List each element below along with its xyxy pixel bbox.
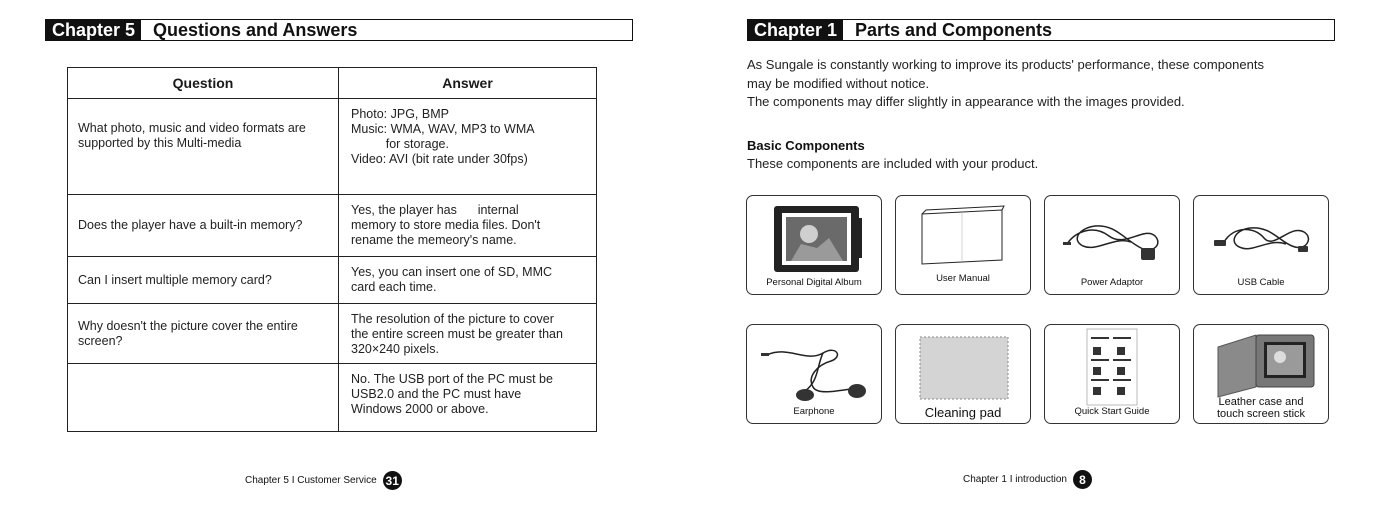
section-subtitle: These components are included with your product. [747, 156, 1039, 171]
component-card-earphone [746, 324, 882, 424]
answer-line: Video: AVI (bit rate under 30fps) [351, 152, 528, 166]
answer-line: 320×240 pixels. [351, 342, 439, 356]
component-label: User Manual [936, 273, 990, 284]
table-row [68, 257, 597, 304]
answer-cell [339, 195, 597, 257]
page-number: 8 [1073, 470, 1092, 489]
component-label-line: touch screen stick [1216, 408, 1306, 420]
answer-line: Photo: JPG, BMP [351, 107, 449, 121]
answer-line: memory to store media files. Don't [351, 218, 541, 232]
question-cell: Can I insert multiple memory card? [68, 257, 339, 304]
page-number: 31 [383, 471, 402, 490]
page-footer [245, 471, 402, 490]
footer-text: Chapter 5 I Customer Service [245, 475, 377, 486]
question-cell: Does the player have a built-in memory? [68, 195, 339, 257]
component-label: Personal Digital Album [766, 277, 862, 288]
component-card-leather-case [1193, 324, 1329, 424]
component-label-line: Leather case and [1218, 396, 1304, 408]
component-label: USB Cable [1237, 277, 1285, 288]
component-label: Power Adaptor [1080, 277, 1144, 288]
section-heading: Basic Components [747, 138, 865, 153]
intro-text [747, 56, 1347, 112]
component-label: Quick Start Guide [1074, 406, 1150, 417]
qa-table [67, 67, 597, 432]
table-row [68, 364, 597, 432]
component-card-power-adaptor [1044, 195, 1180, 295]
component-card-personal-digital-album [746, 195, 882, 295]
question-cell: What photo, music and video formats are supported by this Multi-media [68, 99, 339, 195]
intro-line: may be modified without notice. [747, 75, 930, 91]
answer-line: the entire screen must be greater than [351, 327, 563, 341]
chapter-header [747, 19, 1335, 41]
component-label: Cleaning pad [924, 405, 1002, 420]
answer-column-header: Answer [339, 68, 597, 99]
chapter-header [45, 19, 633, 41]
component-card-cleaning-pad [895, 324, 1031, 424]
right-page [690, 0, 1379, 512]
component-card-usb-cable [1193, 195, 1329, 295]
answer-cell [339, 99, 597, 195]
answer-line: The resolution of the picture to cover [351, 312, 554, 326]
footer-text: Chapter 1 I introduction [963, 474, 1067, 485]
answer-line: Yes, the player has internal [351, 203, 519, 217]
component-card-quick-start-guide [1044, 324, 1180, 424]
answer-line: Yes, you can insert one of SD, MMC [351, 265, 553, 279]
intro-line: The components may differ slightly in appearance with the images provided. [747, 94, 1185, 109]
question-cell [68, 364, 339, 432]
chapter-tag: Chapter 1 [748, 20, 843, 40]
page-footer [963, 470, 1092, 489]
answer-line: Windows 2000 or above. [351, 402, 489, 416]
table-row [68, 195, 597, 257]
component-card-user-manual [895, 195, 1031, 295]
answer-cell [339, 364, 597, 432]
answer-line: Music: WMA, WAV, MP3 to WMA [351, 122, 535, 136]
question-cell: Why doesn't the picture cover the entire screen? [68, 304, 339, 364]
answer-line: USB2.0 and the PC must have [351, 387, 522, 401]
chapter-tag: Chapter 5 [46, 20, 141, 40]
component-label [1194, 396, 1328, 420]
question-column-header: Question [68, 68, 339, 99]
component-label: Earphone [793, 406, 835, 417]
table-row [68, 304, 597, 364]
table-header-row [68, 68, 597, 99]
table-row [68, 99, 597, 195]
chapter-title: Questions and Answers [153, 19, 358, 40]
answer-line: No. The USB port of the PC must be [351, 372, 553, 386]
answer-line: rename the memeory's name. [351, 233, 517, 247]
answer-cell [339, 304, 597, 364]
answer-cell [339, 257, 597, 304]
answer-line: for storage. [351, 137, 449, 151]
intro-line: As Sungale is constantly working to improve its products' performance, these components [747, 57, 1264, 72]
chapter-title: Parts and Components [855, 19, 1053, 40]
answer-line: card each time. [351, 280, 437, 294]
